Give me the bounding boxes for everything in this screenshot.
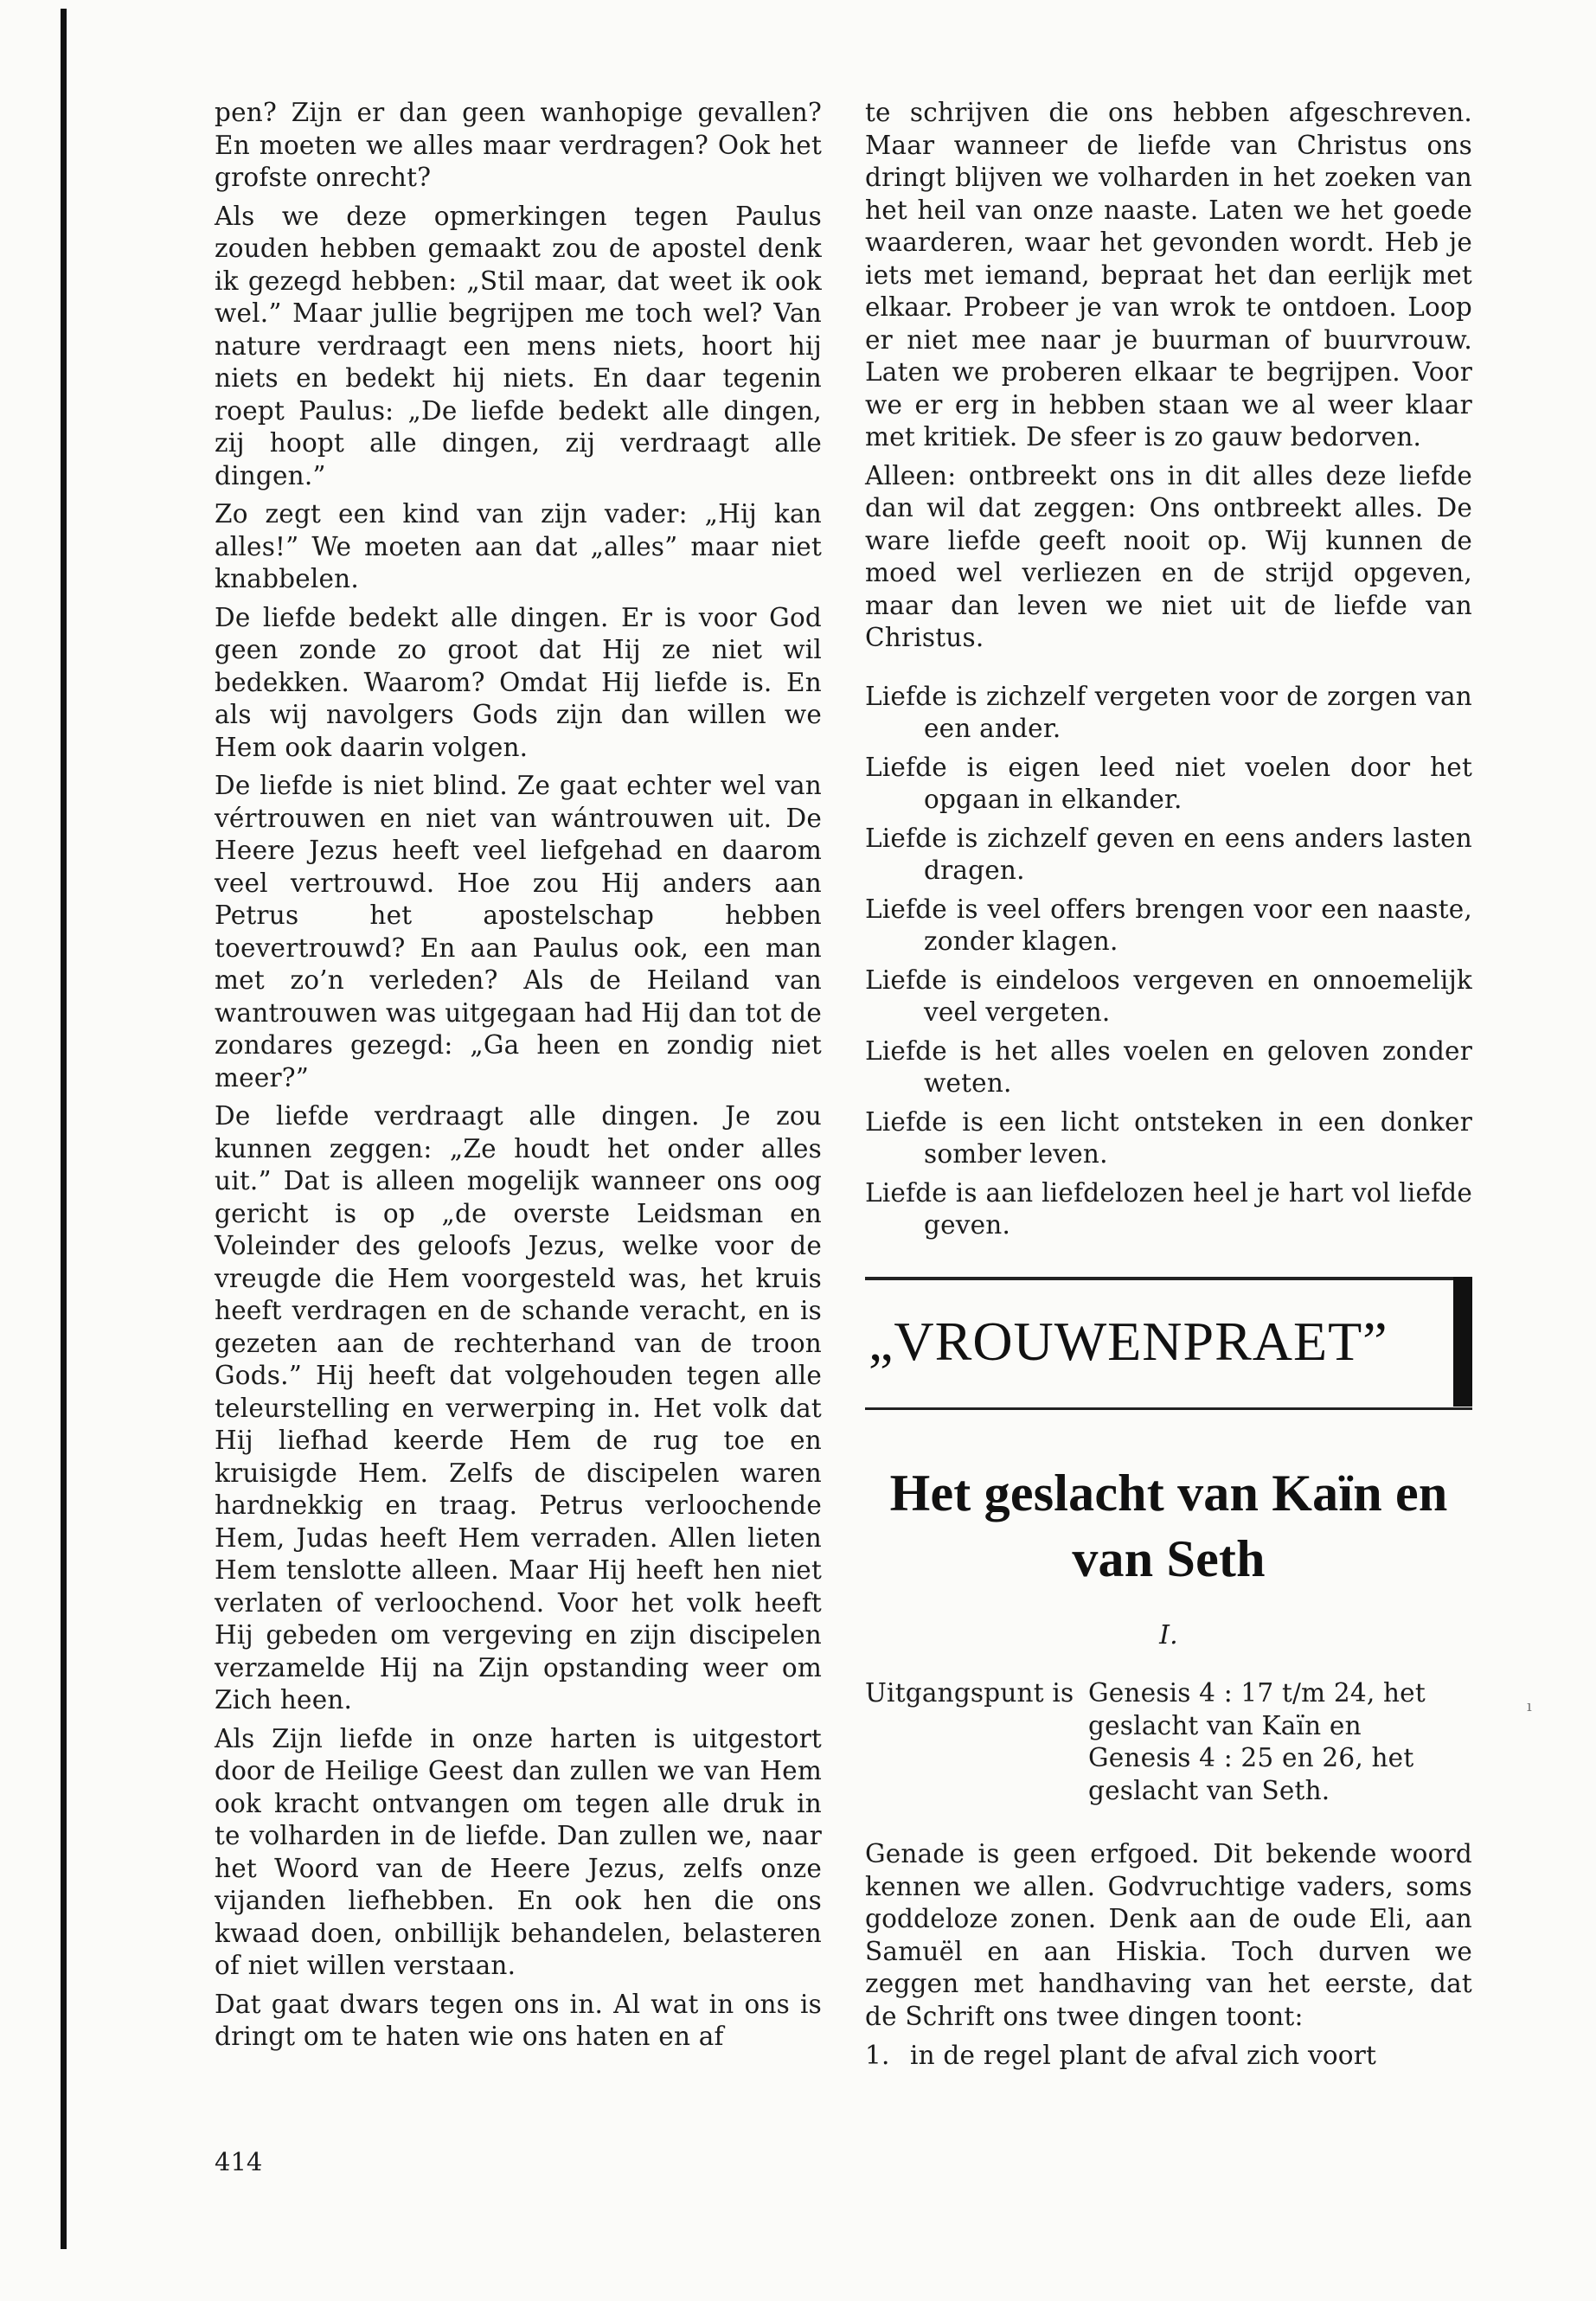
rubric-title: „VROUWENPRAET” bbox=[869, 1310, 1388, 1372]
page-number: 414 bbox=[215, 2147, 263, 2176]
paragraph: De liefde bedekt alle dingen. Er is voor God geen zonde zo groot dat Hij ze niet wil bedekken. Waarom? Omdat Hij liefde is. En als wij navolgers Gods zijn dan willen we Hem ook daarin volgen. bbox=[215, 602, 822, 762]
poem bbox=[865, 681, 1472, 1242]
paragraph: Genade is geen erfgoed. Dit bekende woord kennen we allen. Godvruchtige vaders, soms goddeloze zonen. Denk aan de oude Eli, aan Samuël en aan Hiskia. Toch durven we zeggen met handhaving van het eerste, dat de Schrift ons twee dingen toont: bbox=[865, 1839, 1472, 2031]
poem-line: Liefde is veel offers brengen voor een naaste, zonder klagen. bbox=[865, 894, 1472, 956]
list-item bbox=[865, 2040, 1472, 2073]
rubric-banner bbox=[865, 1277, 1472, 1410]
rubric-bar bbox=[1453, 1277, 1472, 1407]
poem-line: Liefde is het alles voelen en geloven zonder weten. bbox=[865, 1035, 1472, 1098]
paragraph: Als Zijn liefde in onze harten is uitgestort door de Heilige Geest dan zullen we van Hem ook kracht ontvangen om tegen alle druk in te volharden in de liefde. Dan zullen we, naar het Woord van de Heere Jezus, zelfs onze vijanden liefhebben. En ook hen die ons kwaad doen, onbillijk behandelen, belasteren of niet willen verstaan. bbox=[215, 1723, 822, 1980]
paragraph: Als we deze opmerkingen tegen Paulus zouden hebben gemaakt zou de apostel denk ik gezegd hebben: „Stil maar, dat weet ik ook wel.” Maar jullie begrijpen me toch wel? Van nature verdraagt een mens niets, hoort hij niets en bedekt hij niets. En daar tegenin roept Paulus: „De liefde bedekt alle dingen, zij hoopt alle dingen, zij verdraagt alle dingen.” bbox=[215, 201, 822, 490]
stray-mark: ı bbox=[1527, 1697, 1532, 1715]
poem-line: Liefde is een licht ontsteken in een donker somber leven. bbox=[865, 1106, 1472, 1169]
source-line: Genesis 4 : 25 en 26, het bbox=[1088, 1743, 1414, 1772]
paragraph: Zo zegt een kind van zijn vader: „Hij kan alles!” We moeten aan dat „alles” maar niet knabbelen. bbox=[215, 499, 822, 593]
article-title: Het geslacht van Kaïn en van Seth bbox=[889, 1464, 1448, 1587]
paragraph: Dat gaat dwars tegen ons in. Al wat in ons is dringt om te haten wie ons haten en af bbox=[215, 1989, 822, 2051]
poem-line: Liefde is aan liefdelozen heel je hart vol liefde geven. bbox=[865, 1177, 1472, 1240]
paragraph: De liefde is niet blind. Ze gaat echter wel van vértrouwen en niet van wántrouwen uit. De Heere Jezus heeft veel liefgehad en daarom veel vertrouwd. Hoe zou Hij anders aan Petrus het apostelschap hebben toevertrouwd? En aan Paulus ook, een man met zo’n verleden? Als de Heiland van wantrouwen was uitgegaan had Hij dan tot de zondares gezegd: „Ga heen en zondig niet meer?” bbox=[215, 771, 822, 1093]
source-line: geslacht van Seth. bbox=[1088, 1775, 1330, 1805]
source-reference bbox=[865, 1677, 1472, 1807]
rubric-rule bbox=[865, 1407, 1472, 1410]
poem-line: Liefde is eindeloos vergeven en onnoemelijk veel vergeten. bbox=[865, 965, 1472, 1027]
poem-line: Liefde is eigen leed niet voelen door het opgaan in elkander. bbox=[865, 752, 1472, 814]
poem-line: Liefde is zichzelf geven en eens anders lasten dragen. bbox=[865, 823, 1472, 885]
left-column bbox=[215, 97, 822, 2060]
list-text: in de regel plant de afval zich voort bbox=[910, 2041, 1377, 2070]
source-line: geslacht van Kaïn en bbox=[1088, 1710, 1362, 1740]
poem-line: Liefde is zichzelf vergeten voor de zorgen van een ander. bbox=[865, 681, 1472, 743]
paragraph: Alleen: ontbreekt ons in dit alles deze liefde dan wil dat zeggen: Ons ontbreekt alles. De ware liefde geeft nooit op. Wij kunnen de moed wel verliezen en de strijd opgeven, maar dan leven we niet uit de liefde van Christus. bbox=[865, 460, 1472, 652]
list-number: 1. bbox=[865, 2041, 890, 2070]
binding-edge bbox=[61, 9, 67, 2249]
source-line: Genesis 4 : 17 t/m 24, het bbox=[1088, 1678, 1426, 1708]
paragraph: te schrijven die ons hebben afgeschreven. Maar wanneer de liefde van Christus ons dringt blijven we volharden in het zoeken van het heil van onze naaste. Laten we het goede waarderen, waar het gevonden wordt. Heb je iets met iemand, bepraat het dan eerlijk met elkaar. Probeer je van wrok te ontdoen. Loop er niet mee naar je buurman of buurvrouw. Laten we proberen elkaar te begrijpen. Voor we er erg in hebben staan we al weer klaar met kritiek. De sfeer is zo gauw bedorven. bbox=[865, 98, 1472, 452]
source-label: Uitgangspunt is bbox=[865, 1678, 1074, 1708]
paragraph: pen? Zijn er dan geen wanhopige gevallen? En moeten we alles maar verdragen? Ook het grofste onrecht? bbox=[215, 98, 822, 192]
right-column bbox=[865, 97, 1472, 2073]
section-number: I. bbox=[1159, 1619, 1178, 1650]
paragraph: De liefde verdraagt alle dingen. Je zou kunnen zeggen: „Ze houdt het onder alles uit.” Dat is alleen mogelijk wanneer ons oog gericht is op „de overste Leidsman en Voleinder des geloofs Jezus, welke voor de vreugde die Hem voorgesteld was, het kruis heeft verdragen en de schande veracht, en is gezeten aan de rechterhand van de troon Gods.” Hij heeft dat volgehouden tegen alle teleurstelling en verwerping in. Het volk dat Hij liefhad keerde Hem de rug toe en kruisigde Hem. Zelfs de discipelen waren hardnekkig en traag. Petrus verloochende Hem, Judas heeft Hem verraden. Allen lieten Hem tenslotte alleen. Maar Hij heeft hen niet verlaten of verloochend. Voor het volk heeft Hij gebeden om vergeving en zijn discipelen verzamelde Hij na Zijn opstanding weer om Zich heen. bbox=[215, 1101, 822, 1715]
